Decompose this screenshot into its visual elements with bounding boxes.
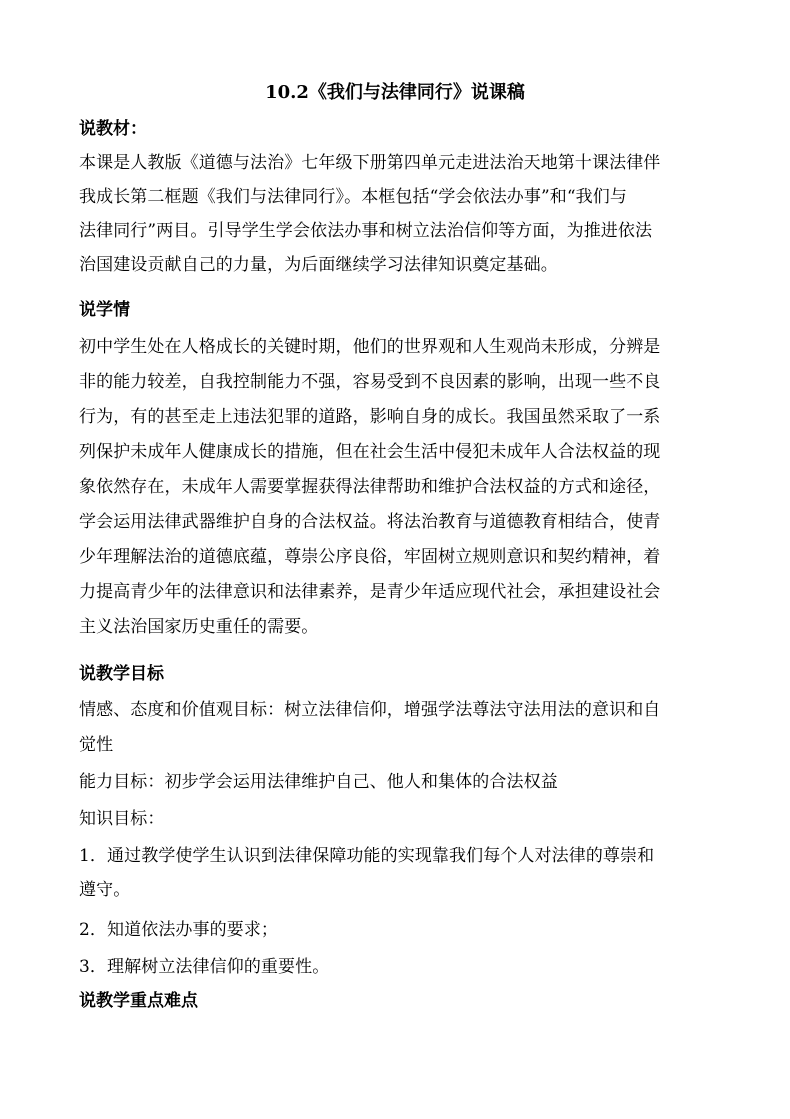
section-heading-key-points: 说教学重点难点 bbox=[79, 991, 198, 1011]
paragraph-line: 少年理解法治的道德底蕴，尊崇公序良俗，牢固树立规则意识和契约精神，着 bbox=[79, 547, 661, 567]
paragraph-line: 象依然存在，未成年人需要掌握获得法律帮助和维护合法权益的方式和途径， bbox=[79, 477, 661, 497]
section-heading-textbook: 说教材： bbox=[79, 119, 147, 139]
paragraph-line: 知识目标： bbox=[79, 809, 165, 829]
paragraph-line: 行为，有的甚至走上违法犯罪的道路，影响自身的成长。我国虽然采取了一系 bbox=[79, 407, 661, 427]
numbered-item: 2．知道依法办事的要求； bbox=[79, 920, 279, 940]
paragraph-line: 列保护未成年人健康成长的措施，但在社会生活中侵犯未成年人合法权益的现 bbox=[79, 442, 661, 462]
paragraph-line: 主义法治国家历史重任的需要。 bbox=[79, 617, 319, 637]
paragraph-line: 我成长第二框题《我们与法律同行》。本框包括“学会依法办事”和“我们与 bbox=[79, 187, 627, 207]
paragraph-line: 非的能力较差，自我控制能力不强，容易受到不良因素的影响，出现一些不良 bbox=[79, 372, 661, 392]
paragraph-line: 本课是人教版《道德与法治》七年级下册第四单元走进法治天地第十课法律伴 bbox=[79, 153, 661, 173]
section-heading-learner: 说学情 bbox=[79, 300, 130, 320]
paragraph-line: 遵守。 bbox=[79, 880, 131, 900]
document-title: 10.2《我们与法律同行》说课稿 bbox=[265, 82, 525, 103]
paragraph-line: 力提高青少年的法律意识和法律素养，是青少年适应现代社会，承担建设社会 bbox=[79, 582, 661, 602]
paragraph-line: 治国建设贡献自己的力量，为后面继续学习法律知识奠定基础。 bbox=[79, 255, 558, 275]
section-heading-objectives: 说教学目标 bbox=[79, 664, 164, 684]
paragraph-line: 法律同行”两目。引导学生学会依法办事和树立法治信仰等方面，为推进依法 bbox=[79, 221, 653, 241]
paragraph-line: 能力目标：初步学会运用法律维护自己、他人和集体的合法权益 bbox=[79, 772, 558, 792]
paragraph-line: 初中学生处在人格成长的关键时期，他们的世界观和人生观尚未形成，分辨是 bbox=[79, 337, 661, 357]
numbered-item: 3．理解树立法律信仰的重要性。 bbox=[79, 957, 330, 977]
paragraph-line: 觉性 bbox=[79, 735, 114, 755]
paragraph-line: 学会运用法律武器维护自身的合法权益。将法治教育与道德教育相结合，使青 bbox=[79, 512, 661, 532]
paragraph-line: 情感、态度和价值观目标：树立法律信仰，增强学法尊法守法用法的意识和自 bbox=[79, 700, 661, 720]
numbered-item: 1．通过教学使学生认识到法律保障功能的实现靠我们每个人对法律的尊崇和 bbox=[79, 846, 655, 866]
